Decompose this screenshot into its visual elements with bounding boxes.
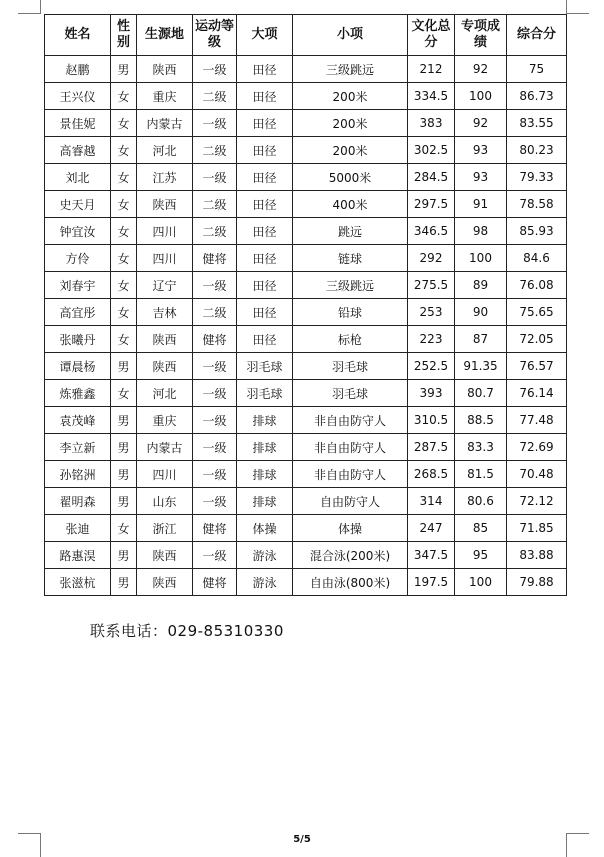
cell-gender: 女: [111, 191, 137, 218]
cell-event: 铅球: [293, 299, 408, 326]
cell-composite-score: 76.08: [507, 272, 567, 299]
cell-gender: 男: [111, 488, 137, 515]
cell-name: 刘春宇: [45, 272, 111, 299]
cell-category: 体操: [237, 515, 293, 542]
cell-origin: 内蒙古: [137, 110, 193, 137]
cell-category: 田径: [237, 110, 293, 137]
cell-name: 史天月: [45, 191, 111, 218]
table-row: [45, 461, 567, 488]
cell-composite-score: 79.88: [507, 569, 567, 596]
cell-academic-score: 314: [408, 488, 455, 515]
cell-origin: 浙江: [137, 515, 193, 542]
cell-specialty-score: 90: [455, 299, 507, 326]
cell-event: 标枪: [293, 326, 408, 353]
table-row: [45, 515, 567, 542]
cell-gender: 女: [111, 299, 137, 326]
cell-event: 非自由防守人: [293, 434, 408, 461]
cell-sport-level: 健将: [193, 515, 237, 542]
cell-name: 高睿越: [45, 137, 111, 164]
cell-sport-level: 一级: [193, 461, 237, 488]
cell-gender: 女: [111, 326, 137, 353]
cell-academic-score: 347.5: [408, 542, 455, 569]
cell-origin: 四川: [137, 218, 193, 245]
cell-name: 张曦丹: [45, 326, 111, 353]
header-specialty-score: 专项成绩: [455, 15, 507, 56]
cell-academic-score: 268.5: [408, 461, 455, 488]
header-name: 姓名: [45, 15, 111, 56]
cell-event: 200米: [293, 110, 408, 137]
cell-academic-score: 253: [408, 299, 455, 326]
cell-gender: 女: [111, 164, 137, 191]
cell-academic-score: 287.5: [408, 434, 455, 461]
cell-sport-level: 健将: [193, 569, 237, 596]
cell-origin: 陕西: [137, 569, 193, 596]
cell-gender: 男: [111, 461, 137, 488]
cell-origin: 辽宁: [137, 272, 193, 299]
cell-name: 赵鹏: [45, 56, 111, 83]
cell-sport-level: 一级: [193, 272, 237, 299]
cell-event: 体操: [293, 515, 408, 542]
cell-name: 路惠淏: [45, 542, 111, 569]
cell-name: 张迪: [45, 515, 111, 542]
cell-name: 翟明森: [45, 488, 111, 515]
cell-origin: 陕西: [137, 191, 193, 218]
cell-academic-score: 383: [408, 110, 455, 137]
crop-mark-top-right: [566, 0, 589, 14]
table-row: [45, 137, 567, 164]
cell-composite-score: 70.48: [507, 461, 567, 488]
header-gender: 性别: [111, 15, 137, 56]
table-row: [45, 434, 567, 461]
cell-specialty-score: 80.7: [455, 380, 507, 407]
cell-sport-level: 一级: [193, 110, 237, 137]
table-row: [45, 191, 567, 218]
cell-academic-score: 302.5: [408, 137, 455, 164]
table-row: [45, 218, 567, 245]
cell-composite-score: 83.88: [507, 542, 567, 569]
cell-sport-level: 二级: [193, 218, 237, 245]
cell-category: 排球: [237, 488, 293, 515]
cell-name: 袁茂峰: [45, 407, 111, 434]
cell-category: 田径: [237, 137, 293, 164]
cell-event: 链球: [293, 245, 408, 272]
cell-category: 游泳: [237, 542, 293, 569]
cell-category: 排球: [237, 461, 293, 488]
cell-composite-score: 85.93: [507, 218, 567, 245]
cell-composite-score: 76.14: [507, 380, 567, 407]
cell-sport-level: 一级: [193, 353, 237, 380]
cell-composite-score: 84.6: [507, 245, 567, 272]
table-row: [45, 110, 567, 137]
cell-name: 谭晨杨: [45, 353, 111, 380]
cell-sport-level: 一级: [193, 407, 237, 434]
cell-sport-level: 一级: [193, 164, 237, 191]
table-row: [45, 272, 567, 299]
cell-origin: 吉林: [137, 299, 193, 326]
cell-name: 景佳妮: [45, 110, 111, 137]
cell-academic-score: 275.5: [408, 272, 455, 299]
cell-name: 孙铭洲: [45, 461, 111, 488]
cell-gender: 女: [111, 515, 137, 542]
cell-origin: 四川: [137, 245, 193, 272]
cell-event: 三级跳远: [293, 56, 408, 83]
cell-category: 田径: [237, 218, 293, 245]
cell-academic-score: 252.5: [408, 353, 455, 380]
header-sport-level: 运动等级: [193, 15, 237, 56]
cell-gender: 女: [111, 83, 137, 110]
cell-specialty-score: 87: [455, 326, 507, 353]
cell-gender: 男: [111, 434, 137, 461]
cell-origin: 陕西: [137, 353, 193, 380]
cell-event: 5000米: [293, 164, 408, 191]
cell-sport-level: 二级: [193, 137, 237, 164]
cell-origin: 陕西: [137, 542, 193, 569]
cell-event: 跳远: [293, 218, 408, 245]
cell-gender: 男: [111, 353, 137, 380]
cell-category: 田径: [237, 326, 293, 353]
cell-specialty-score: 92: [455, 56, 507, 83]
cell-academic-score: 223: [408, 326, 455, 353]
cell-specialty-score: 100: [455, 83, 507, 110]
cell-category: 田径: [237, 299, 293, 326]
cell-specialty-score: 93: [455, 137, 507, 164]
cell-academic-score: 346.5: [408, 218, 455, 245]
cell-category: 排球: [237, 407, 293, 434]
table-row: [45, 326, 567, 353]
cell-category: 羽毛球: [237, 353, 293, 380]
header-event: 小项: [293, 15, 408, 56]
table-row: [45, 542, 567, 569]
header-composite-score: 综合分: [507, 15, 567, 56]
cell-gender: 男: [111, 407, 137, 434]
cell-event: 三级跳远: [293, 272, 408, 299]
cell-name: 炼雅鑫: [45, 380, 111, 407]
cell-gender: 女: [111, 218, 137, 245]
table-row: [45, 407, 567, 434]
cell-academic-score: 197.5: [408, 569, 455, 596]
cell-origin: 四川: [137, 461, 193, 488]
cell-academic-score: 247: [408, 515, 455, 542]
cell-name: 王兴仪: [45, 83, 111, 110]
cell-category: 田径: [237, 56, 293, 83]
contact-phone: 联系电话：029-85310330: [90, 622, 284, 640]
table-body: [45, 56, 567, 596]
cell-specialty-score: 98: [455, 218, 507, 245]
cell-sport-level: 健将: [193, 245, 237, 272]
cell-origin: 河北: [137, 137, 193, 164]
cell-name: 钟宜汝: [45, 218, 111, 245]
cell-composite-score: 72.12: [507, 488, 567, 515]
table-header: [45, 15, 567, 56]
cell-sport-level: 一级: [193, 56, 237, 83]
cell-academic-score: 310.5: [408, 407, 455, 434]
cell-gender: 女: [111, 272, 137, 299]
table-row: [45, 245, 567, 272]
table-row: [45, 56, 567, 83]
cell-category: 田径: [237, 272, 293, 299]
admission-roster-table: [44, 14, 567, 596]
cell-academic-score: 212: [408, 56, 455, 83]
cell-sport-level: 二级: [193, 191, 237, 218]
cell-origin: 山东: [137, 488, 193, 515]
cell-academic-score: 284.5: [408, 164, 455, 191]
cell-composite-score: 72.69: [507, 434, 567, 461]
cell-sport-level: 一级: [193, 542, 237, 569]
cell-specialty-score: 80.6: [455, 488, 507, 515]
cell-event: 400米: [293, 191, 408, 218]
cell-category: 田径: [237, 245, 293, 272]
cell-academic-score: 297.5: [408, 191, 455, 218]
page-number: 5/5: [293, 834, 311, 845]
cell-specialty-score: 92: [455, 110, 507, 137]
table-row: [45, 83, 567, 110]
header-category: 大项: [237, 15, 293, 56]
cell-event: 非自由防守人: [293, 407, 408, 434]
cell-gender: 男: [111, 569, 137, 596]
cell-name: 方伶: [45, 245, 111, 272]
cell-specialty-score: 83.3: [455, 434, 507, 461]
cell-specialty-score: 91.35: [455, 353, 507, 380]
cell-origin: 重庆: [137, 83, 193, 110]
cell-specialty-score: 88.5: [455, 407, 507, 434]
cell-gender: 男: [111, 56, 137, 83]
cell-specialty-score: 81.5: [455, 461, 507, 488]
crop-mark-top-left: [18, 0, 41, 14]
cell-origin: 河北: [137, 380, 193, 407]
cell-gender: 女: [111, 245, 137, 272]
cell-category: 田径: [237, 164, 293, 191]
cell-composite-score: 75: [507, 56, 567, 83]
cell-category: 羽毛球: [237, 380, 293, 407]
cell-composite-score: 78.58: [507, 191, 567, 218]
cell-origin: 江苏: [137, 164, 193, 191]
cell-composite-score: 80.23: [507, 137, 567, 164]
cell-gender: 女: [111, 380, 137, 407]
cell-name: 李立新: [45, 434, 111, 461]
cell-specialty-score: 85: [455, 515, 507, 542]
header-academic-score: 文化总分: [408, 15, 455, 56]
cell-composite-score: 72.05: [507, 326, 567, 353]
header-origin: 生源地: [137, 15, 193, 56]
cell-specialty-score: 100: [455, 569, 507, 596]
cell-specialty-score: 91: [455, 191, 507, 218]
table-row: [45, 299, 567, 326]
cell-composite-score: 79.33: [507, 164, 567, 191]
cell-composite-score: 86.73: [507, 83, 567, 110]
cell-category: 排球: [237, 434, 293, 461]
cell-event: 羽毛球: [293, 353, 408, 380]
cell-sport-level: 二级: [193, 83, 237, 110]
cell-name: 刘北: [45, 164, 111, 191]
cell-category: 田径: [237, 191, 293, 218]
cell-composite-score: 75.65: [507, 299, 567, 326]
table-row: [45, 380, 567, 407]
cell-specialty-score: 100: [455, 245, 507, 272]
cell-specialty-score: 89: [455, 272, 507, 299]
cell-gender: 男: [111, 542, 137, 569]
cell-academic-score: 393: [408, 380, 455, 407]
cell-gender: 女: [111, 110, 137, 137]
cell-composite-score: 77.48: [507, 407, 567, 434]
cell-composite-score: 76.57: [507, 353, 567, 380]
cell-event: 羽毛球: [293, 380, 408, 407]
cell-specialty-score: 93: [455, 164, 507, 191]
cell-event: 自由泳(800米): [293, 569, 408, 596]
cell-sport-level: 健将: [193, 326, 237, 353]
cell-event: 非自由防守人: [293, 461, 408, 488]
cell-sport-level: 二级: [193, 299, 237, 326]
cell-composite-score: 71.85: [507, 515, 567, 542]
cell-event: 200米: [293, 137, 408, 164]
cell-event: 200米: [293, 83, 408, 110]
cell-specialty-score: 95: [455, 542, 507, 569]
cell-name: 高宜彤: [45, 299, 111, 326]
cell-academic-score: 292: [408, 245, 455, 272]
cell-sport-level: 一级: [193, 488, 237, 515]
cell-name: 张滋杭: [45, 569, 111, 596]
cell-origin: 重庆: [137, 407, 193, 434]
table-row: [45, 488, 567, 515]
cell-sport-level: 一级: [193, 434, 237, 461]
cell-gender: 女: [111, 137, 137, 164]
cell-academic-score: 334.5: [408, 83, 455, 110]
cell-composite-score: 83.55: [507, 110, 567, 137]
cell-event: 混合泳(200米): [293, 542, 408, 569]
table-row: [45, 569, 567, 596]
cell-origin: 陕西: [137, 326, 193, 353]
table-row: [45, 164, 567, 191]
cell-sport-level: 一级: [193, 380, 237, 407]
header-row: [45, 15, 567, 56]
cell-category: 游泳: [237, 569, 293, 596]
cell-origin: 陕西: [137, 56, 193, 83]
cell-event: 自由防守人: [293, 488, 408, 515]
cell-origin: 内蒙古: [137, 434, 193, 461]
cell-category: 田径: [237, 83, 293, 110]
table-row: [45, 353, 567, 380]
